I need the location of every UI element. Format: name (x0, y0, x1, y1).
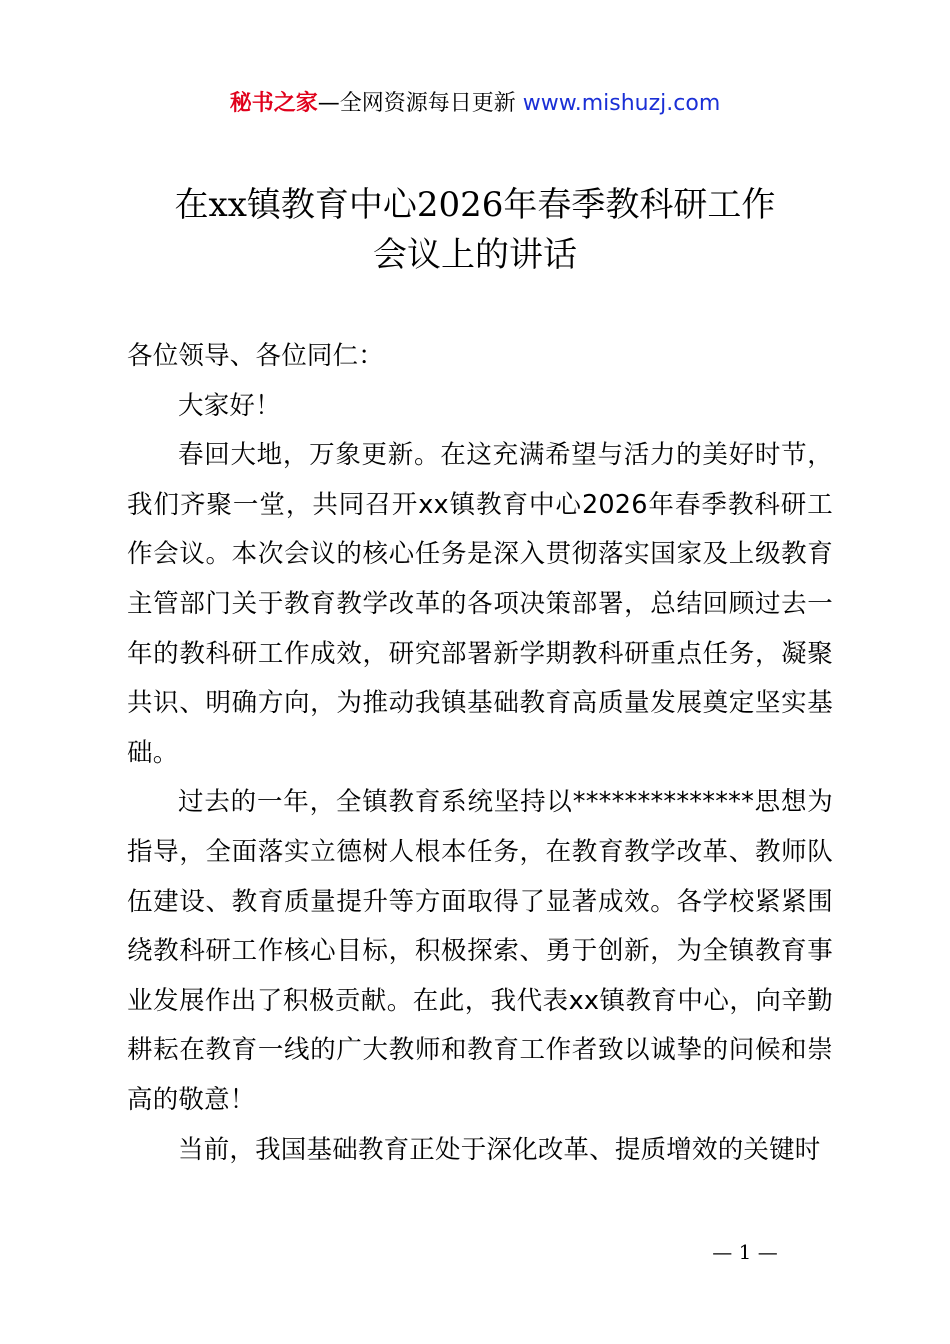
title-line-2: 会议上的讲话 (373, 235, 577, 275)
title-line-1: 在xx镇教育中心2026年春季教科研工作 (174, 185, 776, 225)
site-banner (0, 88, 950, 120)
site-url-link[interactable]: www.mishuzj.com (522, 91, 721, 116)
paragraph-review: 过去的一年，全镇教育系统坚持以**************思想为指导，全面落实立德树人根本任务，在教育教学改革、教师队伍建设、教育质量提升等方面取得了显著成效。各学校紧紧围绕教科研工作核心目标，积极探索、勇于创新，为全镇教育事业发展作出了积极贡献。在此，我代表xx镇教育中心，向辛勤耕耘在教育一线的广大教师和教育工作者致以诚挚的问候和崇高的敬意！ (127, 787, 833, 1115)
document-body (127, 332, 833, 1175)
paragraph-greeting: 大家好！ (178, 390, 281, 421)
document-title (100, 180, 850, 280)
site-tagline: —全网资源每日更新 (317, 91, 523, 116)
salutation: 各位领导、各位同仁： (127, 341, 385, 371)
site-brand: 秘书之家 (229, 91, 318, 116)
page-number: — 1 — (712, 1240, 778, 1264)
paragraph-current: 当前，我国基础教育正处于深化改革、提质增效的关键时 (178, 1134, 821, 1165)
paragraph-opening: 春回大地，万象更新。在这充满希望与活力的美好时节，我们齐聚一堂，共同召开xx镇教育中心2026年春季教科研工作会议。本次会议的核心任务是深入贯彻落实国家及上级教育主管部门关于教育教学改革的各项决策部署，总结回顾过去一年的教科研工作成效，研究部署新学期教科研重点任务，凝聚共识、明确方向，为推动我镇基础教育高质量发展奠定坚实基础。 (127, 440, 833, 768)
